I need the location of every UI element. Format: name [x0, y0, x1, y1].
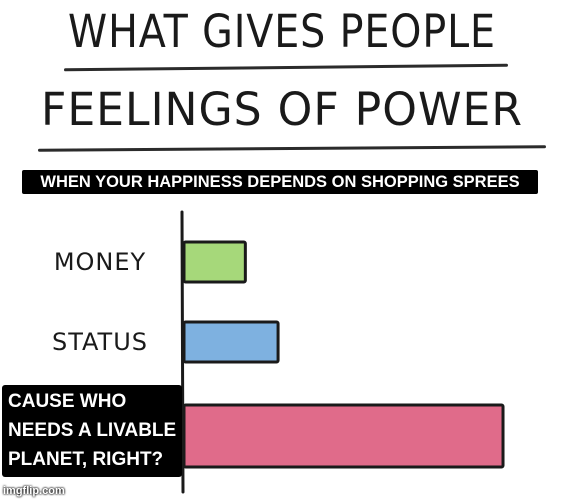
bar-status	[184, 322, 278, 362]
caption-bottom	[2, 385, 182, 477]
tick-label-money: MONEY	[53, 248, 147, 276]
caption-bottom-line-1: CAUSE WHO	[8, 391, 127, 412]
chart-title-line-1: WHAT GIVES PEOPLE	[68, 5, 496, 58]
watermark-text: imgflip.com	[3, 485, 65, 497]
caption-top: WHEN YOUR HAPPINESS DEPENDS ON SHOPPING SPREES	[22, 170, 538, 194]
caption-bottom-line-2: NEEDS A LIVABLE	[8, 420, 177, 441]
chart-title-line-2: FEELINGS OF POWER	[40, 83, 524, 136]
tick-label-status: STATUS	[51, 328, 149, 356]
bar-money	[184, 242, 245, 282]
bar-unlabeled	[184, 405, 503, 467]
caption-bottom-line-3: PLANET, RIGHT?	[8, 449, 164, 470]
